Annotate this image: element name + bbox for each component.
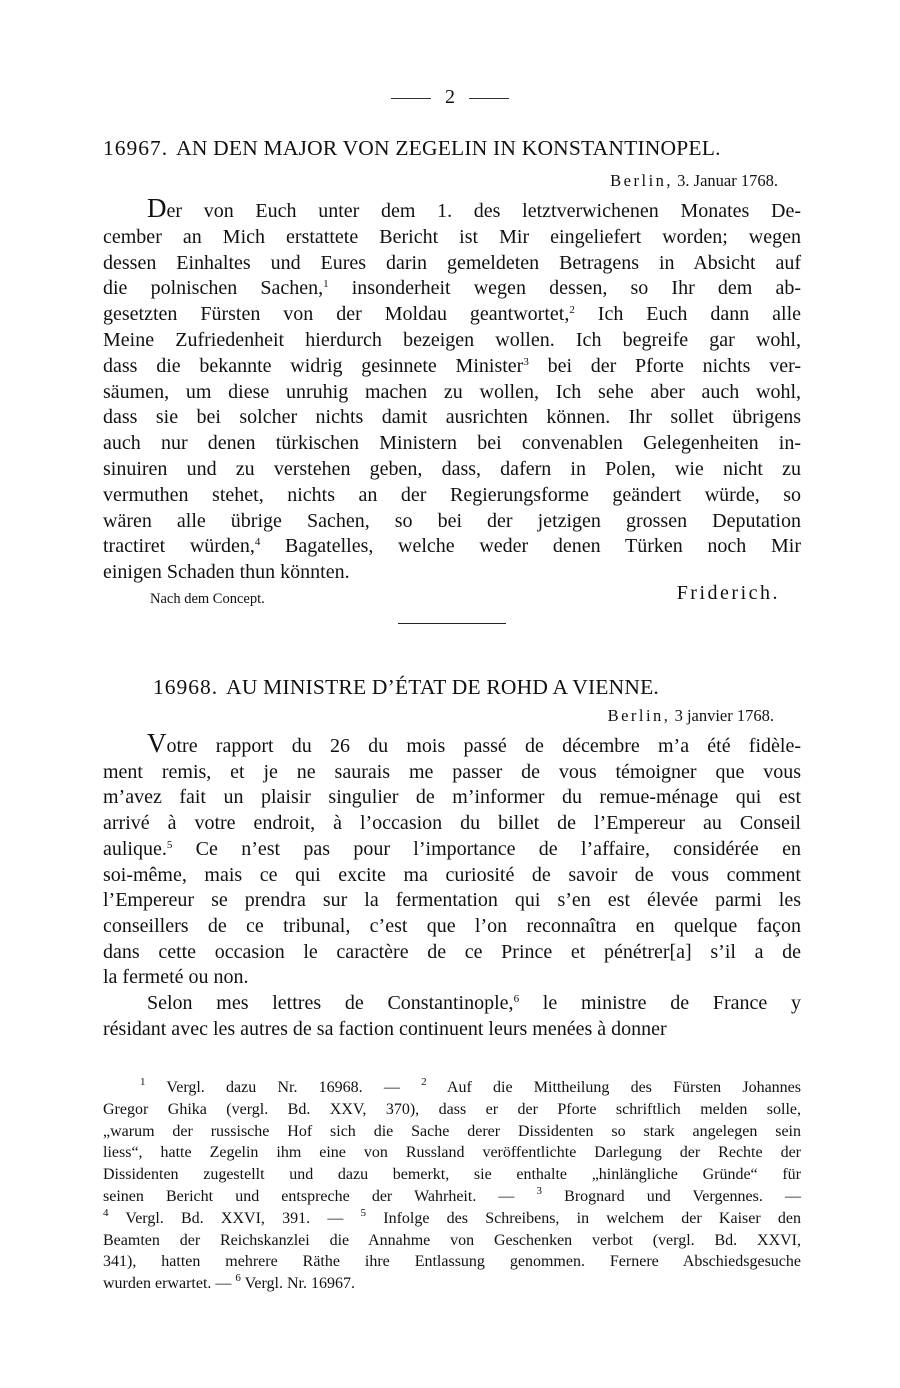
footnote-text: Vergl. dazu Nr. 16968. — [145,1079,422,1096]
header-rule-right [469,98,509,99]
drop-initial: V [147,728,167,758]
drop-initial: D [147,193,167,223]
text-line [103,327,801,353]
line-text: säumen, um diese unruhig machen zu wollen, Ich sehe aber auch wohl, [103,380,801,403]
footnote-line [103,1208,801,1230]
letter-dateline [608,706,774,726]
text-line [147,728,801,759]
footnote-text: 341), hatten mehrere Räthe ihre Entlassung genommen. Fernere Abschiedsgesuche [103,1253,801,1271]
letter-number: 16968. [153,675,219,699]
footnote-text: Beamten der Reichskanzlei die Annahme von Geschenken verbot (vergl. Bd. XXVI, [103,1231,801,1249]
letter-heading [153,675,659,700]
line-text: dass sie bei solcher nichts damit ausrichten können. Ihr sollet übrigens [103,406,801,429]
footnote-marker: 1 [323,278,329,291]
line-text: arrivé à votre endroit, à l’occasion du billet de l’Empereur au Conseil [103,812,801,835]
line-text: résidant avec les autres de sa faction continuent leurs menées à donner [103,1017,667,1040]
line-text: insonderheit wegen dessen, so Ihr dem ab- [328,277,801,300]
footnote-text: wurden erwartet. — [103,1275,236,1293]
footnote-line [103,1230,801,1252]
line-text: dans cette occasion le caractère de ce Prince et pénétrer[a] s’il a de [103,940,801,963]
line-text: auch nur denen türkischen Ministern bei convenablen Gelegenheiten in- [103,432,801,455]
footnote-text: Gregor Ghika (vergl. Bd. XXV, 370), dass er der Pforte schriftlich melden solle, [103,1100,801,1118]
footnote-text: seinen Bericht und entspreche der Wahrheit. — [103,1188,537,1205]
signature: Friderich. [676,582,780,604]
text-line [103,939,801,965]
line-text: Selon mes lettres de Constantinople, [147,992,514,1014]
line-text: gesetzten Fürsten von der Moldau geantwortet, [103,303,570,326]
text-line [103,379,801,405]
footnote-line [103,1121,801,1143]
letter-date: 3. Januar 1768. [677,171,778,190]
letter-title: AN DEN MAJOR VON ZEGELIN IN KONSTANTINOPEL. [176,136,721,160]
letter-heading [103,136,721,161]
text-line [103,533,801,559]
text-line [103,836,801,862]
footnote-marker: 1 [140,1076,146,1088]
text-line [103,250,801,276]
source-note: Nach dem Concept. [150,591,265,607]
footnote-text: „warum der russische Hof sich die Sache derer Dissidenten so stark angelegen sein [103,1122,801,1140]
line-text: Ce n’est pas pour l’importance de l’affaire, considérée en [172,837,801,860]
text-line [103,862,801,888]
footnote-marker: 4 [254,536,261,549]
footnote-line [103,1164,801,1186]
text-line [103,964,801,990]
line-text: wären alle übrige Sachen, so bei der jetzigen grossen Deputation [103,509,801,532]
text-line [103,1016,801,1042]
footnote-line [103,1273,801,1295]
footnote-line [103,1142,801,1164]
letter-place: Berlin, [610,171,674,190]
text-line [103,810,801,836]
footnote-line [140,1077,801,1099]
header-rule-left [391,98,431,99]
line-text: Meine Zufriedenheit hierdurch bezeigen wollen. Ich begreife gar wohl, [103,329,801,351]
footnote-text: Vergl. Nr. 16967. [240,1275,355,1293]
letter-place: Berlin, [607,706,671,725]
page-number: 2 [445,86,455,108]
footnote-text: Dissidenten zugestellt und dazu bemerkt, sie enthalte „hinlängliche Gründe“ für [103,1166,801,1184]
footnote-marker: 2 [421,1076,427,1088]
text-line [103,430,801,456]
text-line [103,913,801,939]
text-line [103,301,801,327]
line-text: l’Empereur se prendra sur la fermentation qui s’en est élevée parmi les [103,889,801,912]
footnote-marker: 5 [166,838,173,851]
line-text: dessen Einhaltes und Eures darin gemeldeten Betragens in Absicht auf [103,251,801,274]
footnote-marker: 6 [235,1272,241,1285]
line-text: la fermeté ou non. [103,966,249,989]
text-line [103,508,801,534]
text-line [103,759,801,785]
footnote-marker: 4 [103,1206,109,1219]
text-line [103,353,801,379]
letter-date: 3 janvier 1768. [674,706,774,725]
line-text: die polnischen Sachen, [103,277,324,300]
line-text: Ich Euch dann alle [574,303,802,326]
text-line [103,456,801,482]
text-line [103,404,801,430]
text-line [103,275,801,301]
text-line [103,887,801,913]
line-text: bei der Pforte nichts ver- [528,354,801,377]
footnote-text: Vergl. Bd. XXVI, 391. — [108,1209,361,1227]
line-text: m’avez fait un plaisir singulier de m’informer du remue-ménage qui est [103,786,801,809]
letter-title: AU MINISTRE D’ÉTAT DE ROHD A VIENNE. [226,675,659,699]
text-line [103,784,801,810]
text-line [103,224,801,250]
letter-dateline [610,171,778,191]
line-text: cember an Mich erstattete Bericht ist Mir eingeliefert worden; wegen [103,225,801,248]
footnote-text: liess“, hatte Zegelin ihm eine von Russland veröffentlichte Darlegung der Rechte der [103,1144,801,1162]
line-text: dass die bekannte widrig gesinnete Minister [103,354,524,377]
text-line [147,193,801,224]
footnote-line [103,1186,801,1208]
line-text: le ministre de France y [519,992,801,1014]
running-header [0,86,900,109]
line-text: vermuthen stehet, nichts an der Regierungsforme geändert würde, so [103,483,801,506]
footnote-text: Auf die Mittheilung des Fürsten Johannes [426,1079,801,1096]
line-text: tractiret würden, [103,535,255,558]
line-text: Bagatelles, welche weder denen Türken noch Mir [260,535,801,558]
line-text: ment remis, et je ne saurais me passer de vous témoigner que vous [103,760,801,783]
footnote-marker: 6 [513,993,520,1005]
letter-number: 16967. [103,136,169,160]
section-divider [398,623,506,624]
footnote-marker: 3 [536,1185,543,1197]
footnote-marker: 3 [523,355,529,368]
text-line [103,482,801,508]
line-text: sinuiren und zu verstehen geben, dass, dafern in Polen, wie nicht zu [103,458,801,480]
footnote-marker: 2 [569,304,575,317]
line-text: soi-même, mais ce qui excite ma curiosité de savoir de vous comment [103,863,801,886]
footnote-text: Infolge des Schreibens, in welchem der Kaiser den [366,1209,801,1227]
line-text: einigen Schaden thun könnten. [103,561,350,584]
footnote-marker: 5 [360,1206,367,1219]
footnote-line [103,1099,801,1121]
line-text: otre rapport du 26 du mois passé de décembre m’a été fidèle- [166,735,801,757]
line-text: aulique. [103,837,167,860]
footnote-line [103,1251,801,1273]
footnote-text: Brognard und Vergennes. — [542,1188,801,1205]
text-line [147,990,801,1016]
line-text: er von Euch unter dem 1. des letztverwichenen Monates De- [166,200,801,222]
line-text: conseillers de ce tribunal, c’est que l’on reconnaîtra en quelque façon [103,914,801,937]
